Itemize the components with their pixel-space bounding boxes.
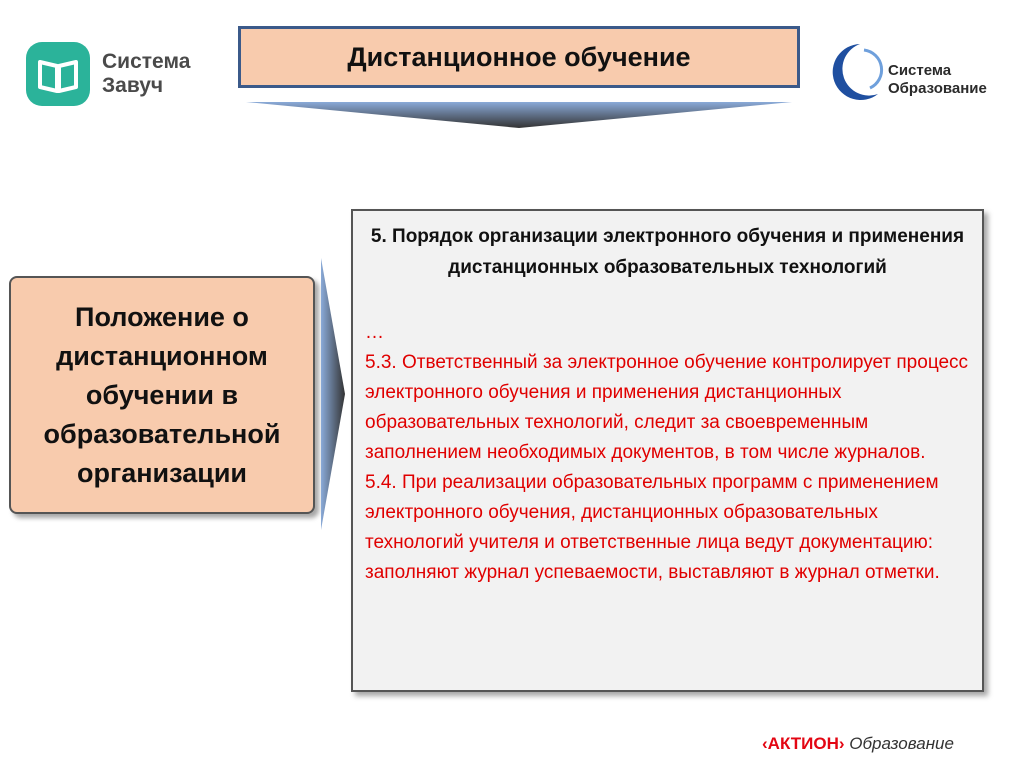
paragraph-5-3: 5.3. Ответственный за электронное обучение контролирует процесс электронного обучения и применения дистанционных образовательных технологий, следит за своевременным заполнением необходимых документов, в том числе журналов.: [365, 352, 969, 463]
title-banner: Дистанционное обучение: [238, 26, 800, 88]
sistema-zavuch-wordmark: Система Завуч: [102, 50, 191, 97]
sistema-obrazovanie-wordmark: Система Образование: [888, 62, 987, 97]
sistema-zavuch-logo: [26, 40, 216, 110]
document-excerpt-panel: [351, 209, 984, 692]
regulation-title-box: Положение о дистанционном обучении в образовательной организации: [9, 276, 315, 514]
globe-icon: [830, 40, 884, 104]
section-body: [365, 318, 974, 588]
paragraph-5-4: 5.4. При реализации образовательных программ с применением электронного обучения, дистанционных образовательных технологий учителя и ответственные лица ведут документацию: заполняют журнал успеваемости, выставляют в журнал отметки.: [365, 472, 940, 583]
sistema-obrazovanie-logo: [830, 40, 1020, 110]
book-icon: [26, 42, 90, 106]
obrazovanie-wordmark: Образование: [849, 734, 954, 753]
section-heading: 5. Порядок организации электронного обучения и применения дистанционных образовательных технологий: [370, 226, 965, 278]
right-arrow-icon: [315, 256, 349, 532]
ellipsis-line: …: [365, 322, 384, 343]
aktion-obrazovanie-logo: [762, 734, 1002, 758]
down-arrow-icon: [238, 100, 800, 130]
aktion-wordmark: ‹АКТИОН›: [762, 734, 845, 753]
